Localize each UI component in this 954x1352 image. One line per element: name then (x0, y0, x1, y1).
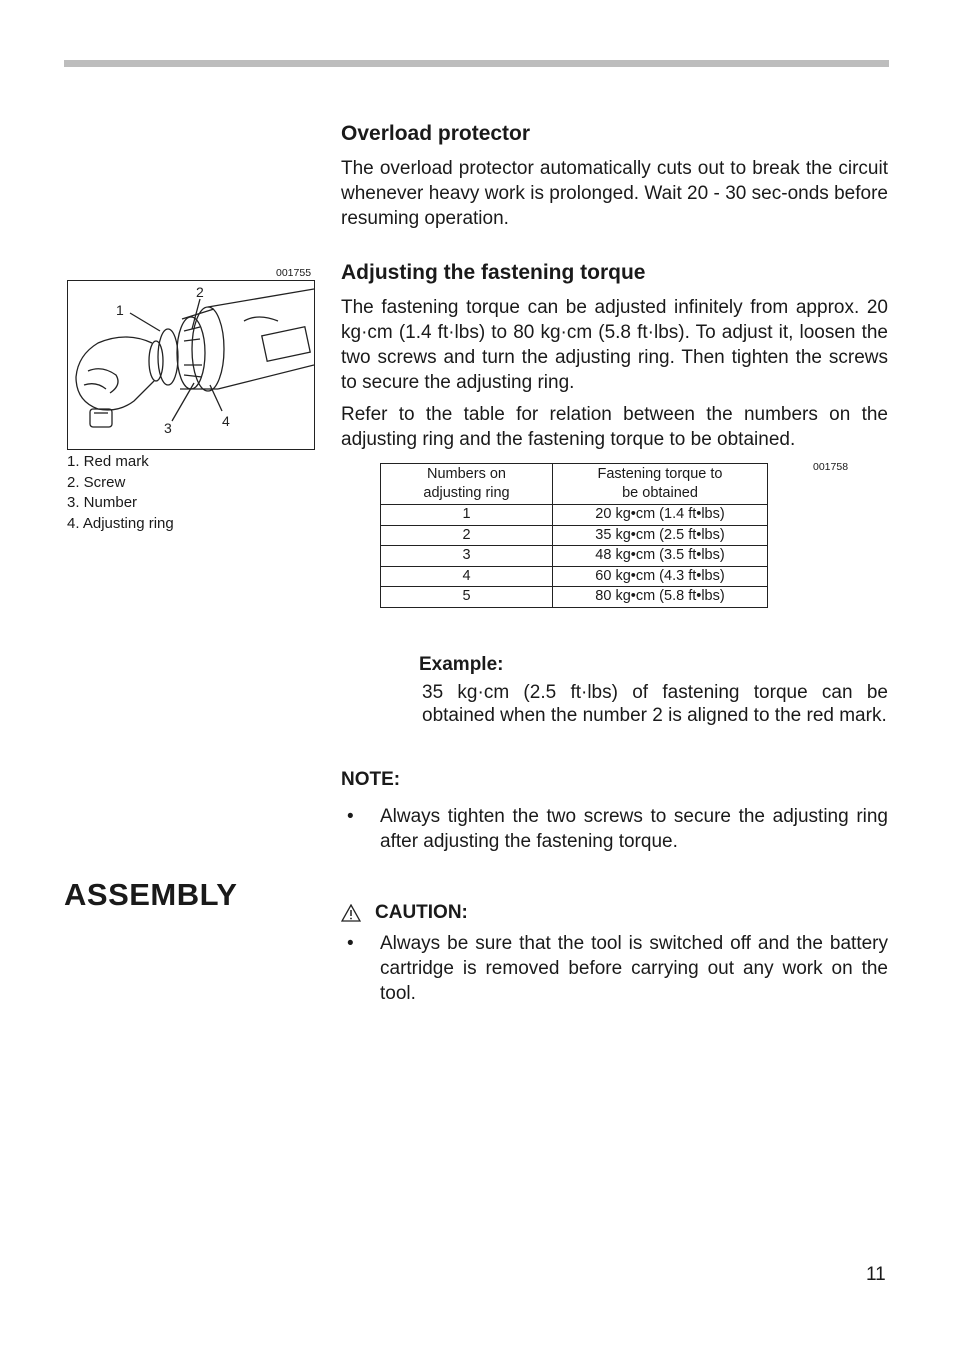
table-row (381, 566, 768, 587)
legend-item: 3. Number (67, 494, 138, 511)
table-row (381, 587, 768, 608)
callout-2: 2 (196, 284, 204, 300)
table-row (381, 546, 768, 567)
table-row (381, 505, 768, 526)
warning-triangle-icon (341, 904, 361, 922)
bullet-dot: • (347, 933, 354, 954)
torque-body-2: Refer to the table for relation between the numbers on the adjusting ring and the fastening torque to be obtained. (341, 404, 888, 450)
table-cell: 60 kg•cm (4.3 ft•lbs) (553, 566, 768, 587)
figure-code: 001755 (276, 267, 312, 279)
table-cell: 2 (381, 525, 553, 546)
tool-illustration (67, 280, 315, 450)
note-label: NOTE: (341, 769, 401, 790)
callout-4: 4 (222, 413, 230, 429)
figure-legend (67, 452, 174, 534)
table-cell: 80 kg•cm (5.8 ft•lbs) (553, 587, 768, 608)
top-rule (64, 60, 889, 67)
table-cell: 3 (381, 546, 553, 567)
table-cell: 5 (381, 587, 553, 608)
caution-bullet (341, 931, 888, 1006)
legend-item: 1. Red mark (67, 453, 149, 470)
angle-driver-drawing (68, 281, 314, 449)
legend-item: 2. Screw (67, 473, 126, 491)
table-cell: 1 (381, 505, 553, 526)
caution-bullet-text: Always be sure that the tool is switched off and the battery cartridge is removed before carrying out any work on the tool. (380, 933, 888, 1004)
bullet-dot: • (347, 806, 354, 827)
overload-heading: Overload protector (341, 122, 531, 145)
table-cell: 20 kg•cm (1.4 ft•lbs) (553, 505, 768, 526)
caution-text: CAUTION: (375, 902, 468, 923)
callout-3: 3 (164, 420, 172, 436)
example-text: 35 kg·cm (2.5 ft·lbs) of fastening torque can be obtained when the number 2 is aligned to the red mark. (422, 682, 888, 726)
note-bullet-text: Always tighten the two screws to secure the adjusting ring after adjusting the fastening torque. (380, 806, 888, 852)
section-heading-assembly: ASSEMBLY (64, 877, 238, 912)
torque-body-1: The fastening torque can be adjusted infinitely from approx. 20 kg·cm (1.4 ft·lbs) to 80 kg·cm (5.8 ft·lbs). To adjust it, loosen the two screws and turn the adjusting ring. Then tighten the screws to secure the adjusting ring. (341, 297, 888, 393)
caution-label (341, 902, 468, 924)
page-number: 11 (866, 1264, 886, 1285)
callout-1: 1 (116, 302, 124, 318)
torque-heading: Adjusting the fastening torque (341, 261, 646, 284)
table-cell: 48 kg•cm (3.5 ft•lbs) (553, 546, 768, 567)
legend-item: 4. Adjusting ring (67, 514, 174, 532)
torque-table (380, 463, 768, 608)
table-header: Numbers on adjusting ring (381, 464, 553, 505)
note-bullet (341, 804, 888, 854)
table-row (381, 525, 768, 546)
table-header: Fastening torque to be obtained (553, 464, 768, 505)
table-cell: 35 kg•cm (2.5 ft•lbs) (553, 525, 768, 546)
table-cell: 4 (381, 566, 553, 587)
table-code: 001758 (813, 461, 849, 473)
overload-body: The overload protector automatically cuts out to break the circuit whenever heavy work is prolonged. Wait 20 - 30 sec-onds before resuming operation. (341, 158, 888, 229)
example-label: Example: (419, 654, 504, 675)
